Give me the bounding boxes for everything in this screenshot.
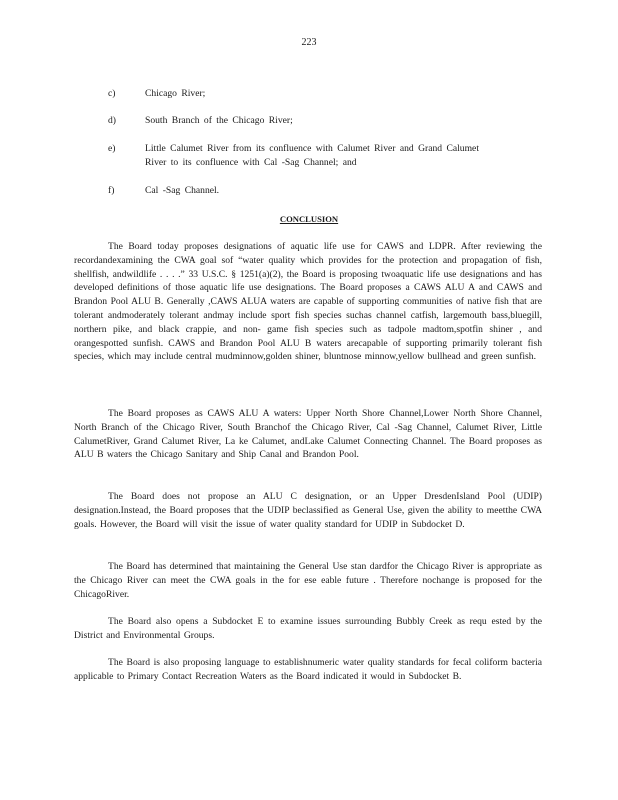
list-text: South Branch of the Chicago River; bbox=[145, 115, 293, 126]
paragraph: The Board is also proposing language to establishnumeric water quality standards for fecal coliform bacteria applicable to Primary Contact Recreation Waters as the Board indicated it would in Subdocket B. bbox=[74, 657, 542, 682]
heading-text: CONCLUSION bbox=[279, 214, 339, 224]
list-text: Cal -Sag Channel. bbox=[145, 185, 220, 196]
paragraph: The Board proposes as CAWS ALU A waters: Upper North Shore Channel,Lower North Shore Channel, North Branch of the Chicago River, South Branchof the Chicago River, Cal -Sag Channel, Calumet River, Little CalumetRiver, Grand Calumet River, La ke Calumet, andLake Calumet Connecting Channel. The Board proposes as ALU B waters the Chicago Sanitary and Ship Canal and Brandon Pool. bbox=[74, 408, 542, 461]
paragraph: The Board today proposes designations of aquatic life use for CAWS and LDPR. After reviewing the recordandexamining the CWA goal sof “water quality which provides for the protection and propagation of fish, shellfish, andwildlife . . . .” 33 U.S.C. § 1251(a)(2), the Board is proposing twoaquatic life use designations and has developed definitions of those aquatic life use designations. The Board proposes a CAWS ALU A and CAWS and Brandon Pool ALU B. Generally ,CAWS ALUA waters are capable of supporting communities of native fish that are tolerant andmoderately tolerant andmay include sport fish species suchas channel catfish, largemouth bass,bluegill, northern pike, and black crappie, and non- game fish species such as tadpole madtom,spotfin shiner , and orangespotted sunfish. CAWS and Brandon Pool ALU B waters arecapable of supporting primarily tolerant fish species, which may include central mudminnow,golden shiner, bluntnose minnow,yellow bullhead and green sunfish. bbox=[74, 241, 542, 363]
list-marker: f) bbox=[108, 185, 115, 196]
list-text: Chicago River; bbox=[145, 88, 206, 99]
list-text: Little Calumet River from its confluence with Calumet River and Grand Calumet River to its confluence with Cal -Sag Channel; and bbox=[145, 143, 479, 168]
list-marker: c) bbox=[108, 88, 116, 99]
paragraph: The Board does not propose an ALU C designation, or an Upper DresdenIsland Pool (UDIP) designation.Instead, the Board proposes that the UDIP beclassified as General Use, given the ability to meetthe CWA goals. However, the Board will visit the issue of water quality standard for UDIP in Subdocket D. bbox=[74, 491, 542, 530]
paragraph: The Board has determined that maintaining the General Use stan dardfor the Chicago River is appropriate as the Chicago River can meet the CWA goals in the for ese eable future . Therefore nochange is proposed for the ChicagoRiver. bbox=[74, 561, 542, 600]
list-marker: d) bbox=[108, 115, 116, 126]
list-marker: e) bbox=[108, 143, 116, 154]
paragraph: The Board also opens a Subdocket E to examine issues surrounding Bubbly Creek as requ ested by the District and Environmental Groups. bbox=[74, 616, 542, 641]
page-number: 223 bbox=[301, 37, 317, 48]
section-heading bbox=[0, 213, 618, 227]
